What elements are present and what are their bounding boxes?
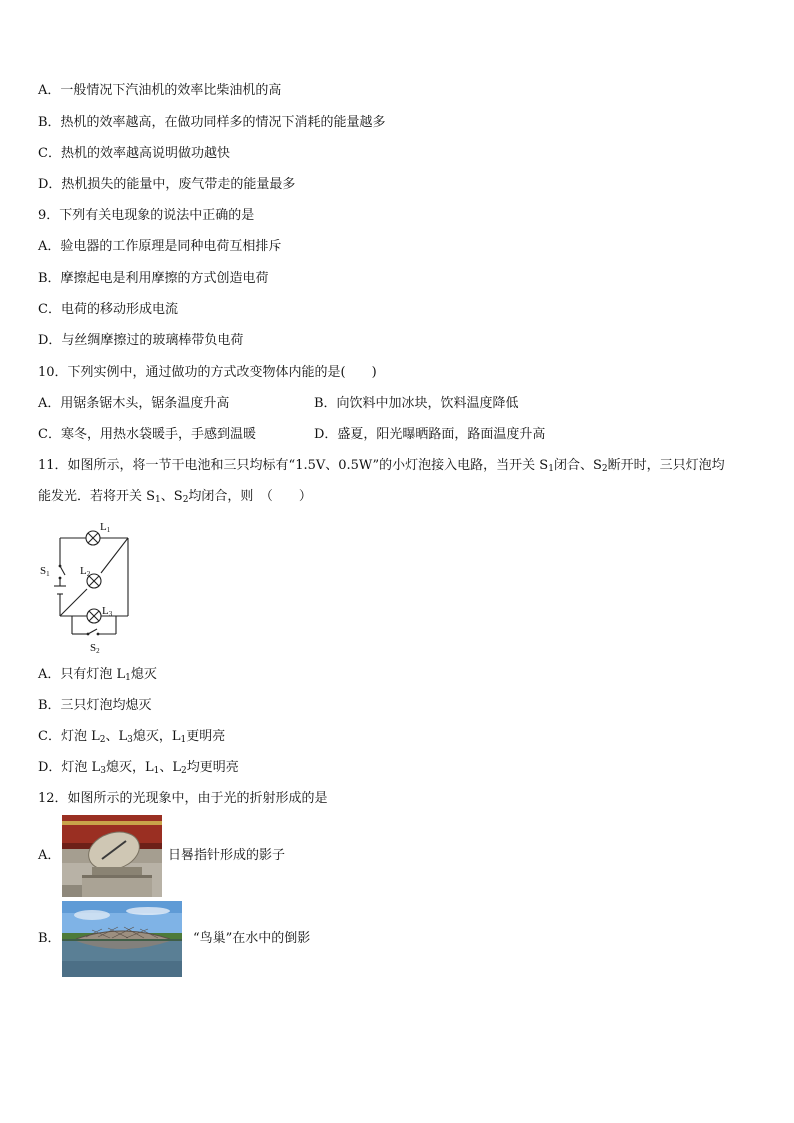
q10-stem: 10．下列实例中，通过做功的方式改变物体内能的是( ) <box>38 365 377 380</box>
q12-option-b-label: B． <box>38 931 61 946</box>
q9-option-b: B．摩擦起电是利用摩擦的方式创造电荷 <box>38 271 269 286</box>
q10-option-c: C．寒冬，用热水袋暖手，手感到温暖 <box>38 427 256 442</box>
option-text: 、L <box>105 729 128 744</box>
q9-option-a: A．验电器的工作原理是同种电荷互相排斥 <box>38 239 282 254</box>
subscript: 2 <box>99 735 106 745</box>
q11-stem-text: 均闭合，则 （ ） <box>188 489 312 504</box>
birds-nest-photo <box>62 901 182 977</box>
option-text: C．灯泡 L <box>38 729 100 744</box>
subscript: 2 <box>182 495 189 505</box>
option-text: 更明亮 <box>186 729 226 744</box>
subscript: 1 <box>548 464 554 474</box>
q11-option-d <box>38 760 239 776</box>
subscript: 1 <box>125 673 131 683</box>
circuit-diagram <box>36 516 140 656</box>
label-s2: S2 <box>90 642 100 655</box>
label-l1: L1 <box>100 521 111 534</box>
subscript: 2 <box>601 464 608 474</box>
label-l3: L3 <box>102 605 113 618</box>
subscript: 1 <box>155 495 161 505</box>
q11-option-a <box>38 667 157 683</box>
subscript: 1 <box>153 766 160 776</box>
option-text: 熄灭，L <box>105 760 154 775</box>
q12-option-b-text: “鸟巢”在水中的倒影 <box>193 931 311 946</box>
option-text: D．灯泡 L <box>38 760 101 775</box>
q11-stem-line2 <box>38 489 312 505</box>
q8-option-c: C．热机的效率越高说明做功越快 <box>38 146 230 161</box>
q9-stem: 9．下列有关电现象的说法中正确的是 <box>38 208 255 223</box>
q11-stem-text: 能发光．若将开关 S <box>38 489 156 504</box>
sundial-photo <box>62 815 162 897</box>
q12-option-a-text: 日晷指针形成的影子 <box>168 848 286 863</box>
option-text: 均更明亮 <box>186 760 239 775</box>
q8-option-a: A．一般情况下汽油机的效率比柴油机的高 <box>38 83 282 98</box>
option-text: 熄灭 <box>130 667 157 682</box>
q11-stem-text: 、S <box>160 489 183 504</box>
q10-option-a: A．用锯条锯木头，锯条温度升高 <box>38 396 230 411</box>
q8-option-d: D．热机损失的能量中，废气带走的能量最多 <box>38 177 296 192</box>
q11-stem-text: 11．如图所示，将一节干电池和三只均标有“1.5V、0.5W”的小灯泡接入电路，当开关 S <box>38 458 549 473</box>
label-l2: L2 <box>80 565 91 578</box>
q10-option-b: B．向饮料中加冰块，饮料温度降低 <box>314 396 519 411</box>
label-s1: S1 <box>40 565 50 578</box>
q12-option-a-label: A． <box>38 848 61 863</box>
q11-stem-line1 <box>38 458 725 474</box>
q9-option-d: D．与丝绸摩擦过的玻璃棒带负电荷 <box>38 333 244 348</box>
subscript: 3 <box>100 766 106 776</box>
q11-stem-text: 断开时，三只灯泡均 <box>607 458 725 473</box>
q11-option-c <box>38 729 225 745</box>
subscript: 2 <box>180 766 187 776</box>
q10-option-d: D．盛夏，阳光曝晒路面，路面温度升高 <box>314 427 546 442</box>
q12-stem: 12．如图所示的光现象中，由于光的折射形成的是 <box>38 791 328 806</box>
q8-option-b: B．热机的效率越高，在做功同样多的情况下消耗的能量越多 <box>38 115 386 130</box>
option-text: A．只有灯泡 L <box>38 667 126 682</box>
option-text: 、L <box>159 760 181 775</box>
q11-option-b: B．三只灯泡均熄灭 <box>38 698 152 713</box>
q11-stem-text: 闭合、S <box>553 458 602 473</box>
subscript: 1 <box>180 735 187 745</box>
subscript: 3 <box>127 735 133 745</box>
q9-option-c: C．电荷的移动形成电流 <box>38 302 178 317</box>
option-text: 熄灭，L <box>132 729 181 744</box>
